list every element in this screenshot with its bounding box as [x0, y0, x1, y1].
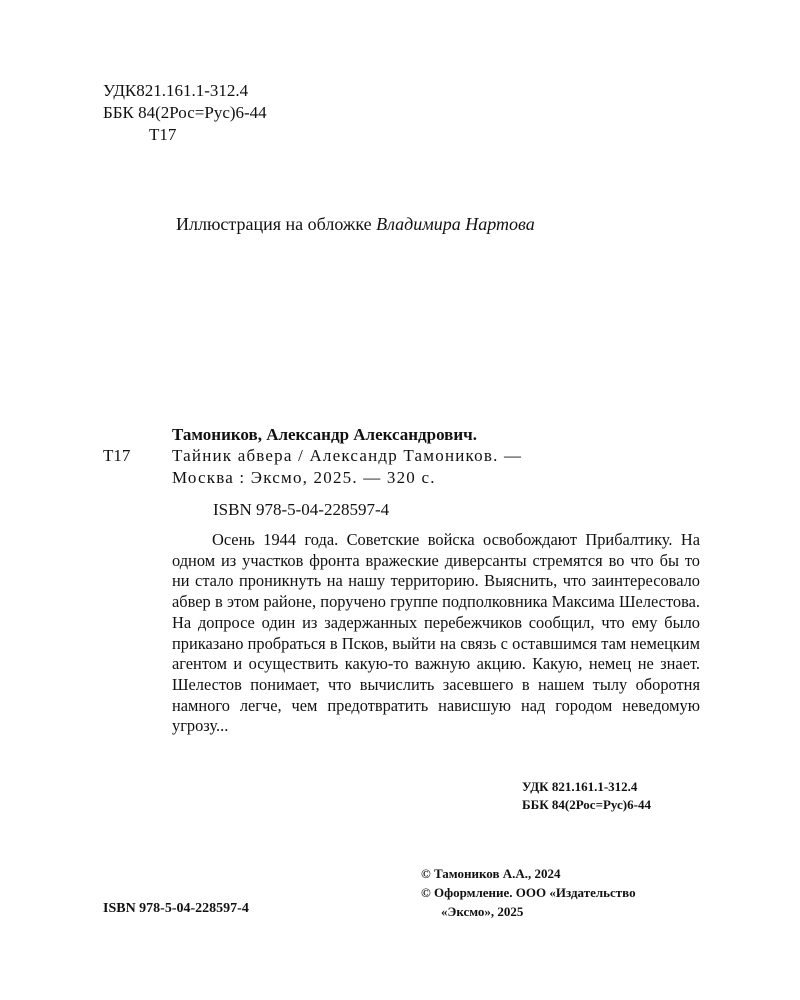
- bottom-isbn: ISBN 978-5-04-228597-4: [103, 901, 249, 916]
- copyright-design: © Оформление. ООО «Издательство: [421, 885, 636, 900]
- udk-code: УДК821.161.1-312.4: [103, 81, 249, 100]
- author-mark: Т17: [149, 125, 177, 144]
- illustration-artist: Владимира Нартова: [376, 214, 535, 234]
- record-cipher: Т17: [103, 446, 131, 465]
- copyright-author: © Тамоников А.А., 2024: [421, 866, 561, 881]
- record-title-line-1: Тайник абвера / Александр Тамоников. —: [172, 446, 523, 465]
- annotation-paragraph: Осень 1944 года. Советские войска освобождают Прибалтику. На одном из участков фронта вражеские диверсанты стремятся во что бы то ни стало проникнуть на нашу территорию. Выяснить, что заинтересовало абвер в этом районе, поручено группе подполковника Максима Шелестова. На допросе один из задержанных перебежчиков сообщил, что ему было приказано пробраться в Псков, выйти на связь с оставшимся там немецким агентом и осуществить какую-то важную акцию. Какую, немец не знает. Шелестов понимает, что вычислить засевшего в нашем тылу оборотня намного легче, чем предотвратить нависшую над городом неведомую угрозу...: [172, 530, 700, 736]
- bottom-bbk-code: ББК 84(2Рос=Рус)6-44: [522, 797, 651, 812]
- record-title-line-2: Москва : Эксмо, 2025. — 320 с.: [172, 468, 436, 487]
- record-isbn: ISBN 978-5-04-228597-4: [213, 500, 390, 519]
- classification-codes: [103, 80, 267, 146]
- copyright-block: [421, 864, 636, 921]
- bottom-udk-code: УДК 821.161.1-312.4: [522, 779, 638, 794]
- bottom-classification-codes: [522, 778, 651, 814]
- bbk-code: ББК 84(2Рос=Рус)6-44: [103, 103, 267, 122]
- copyright-design-cont: «Эксмо», 2025: [441, 904, 524, 919]
- record-author: Тамоников, Александр Александрович.: [172, 425, 477, 444]
- illustration-credit: [176, 214, 535, 235]
- illustration-prefix: Иллюстрация на обложке: [176, 214, 377, 234]
